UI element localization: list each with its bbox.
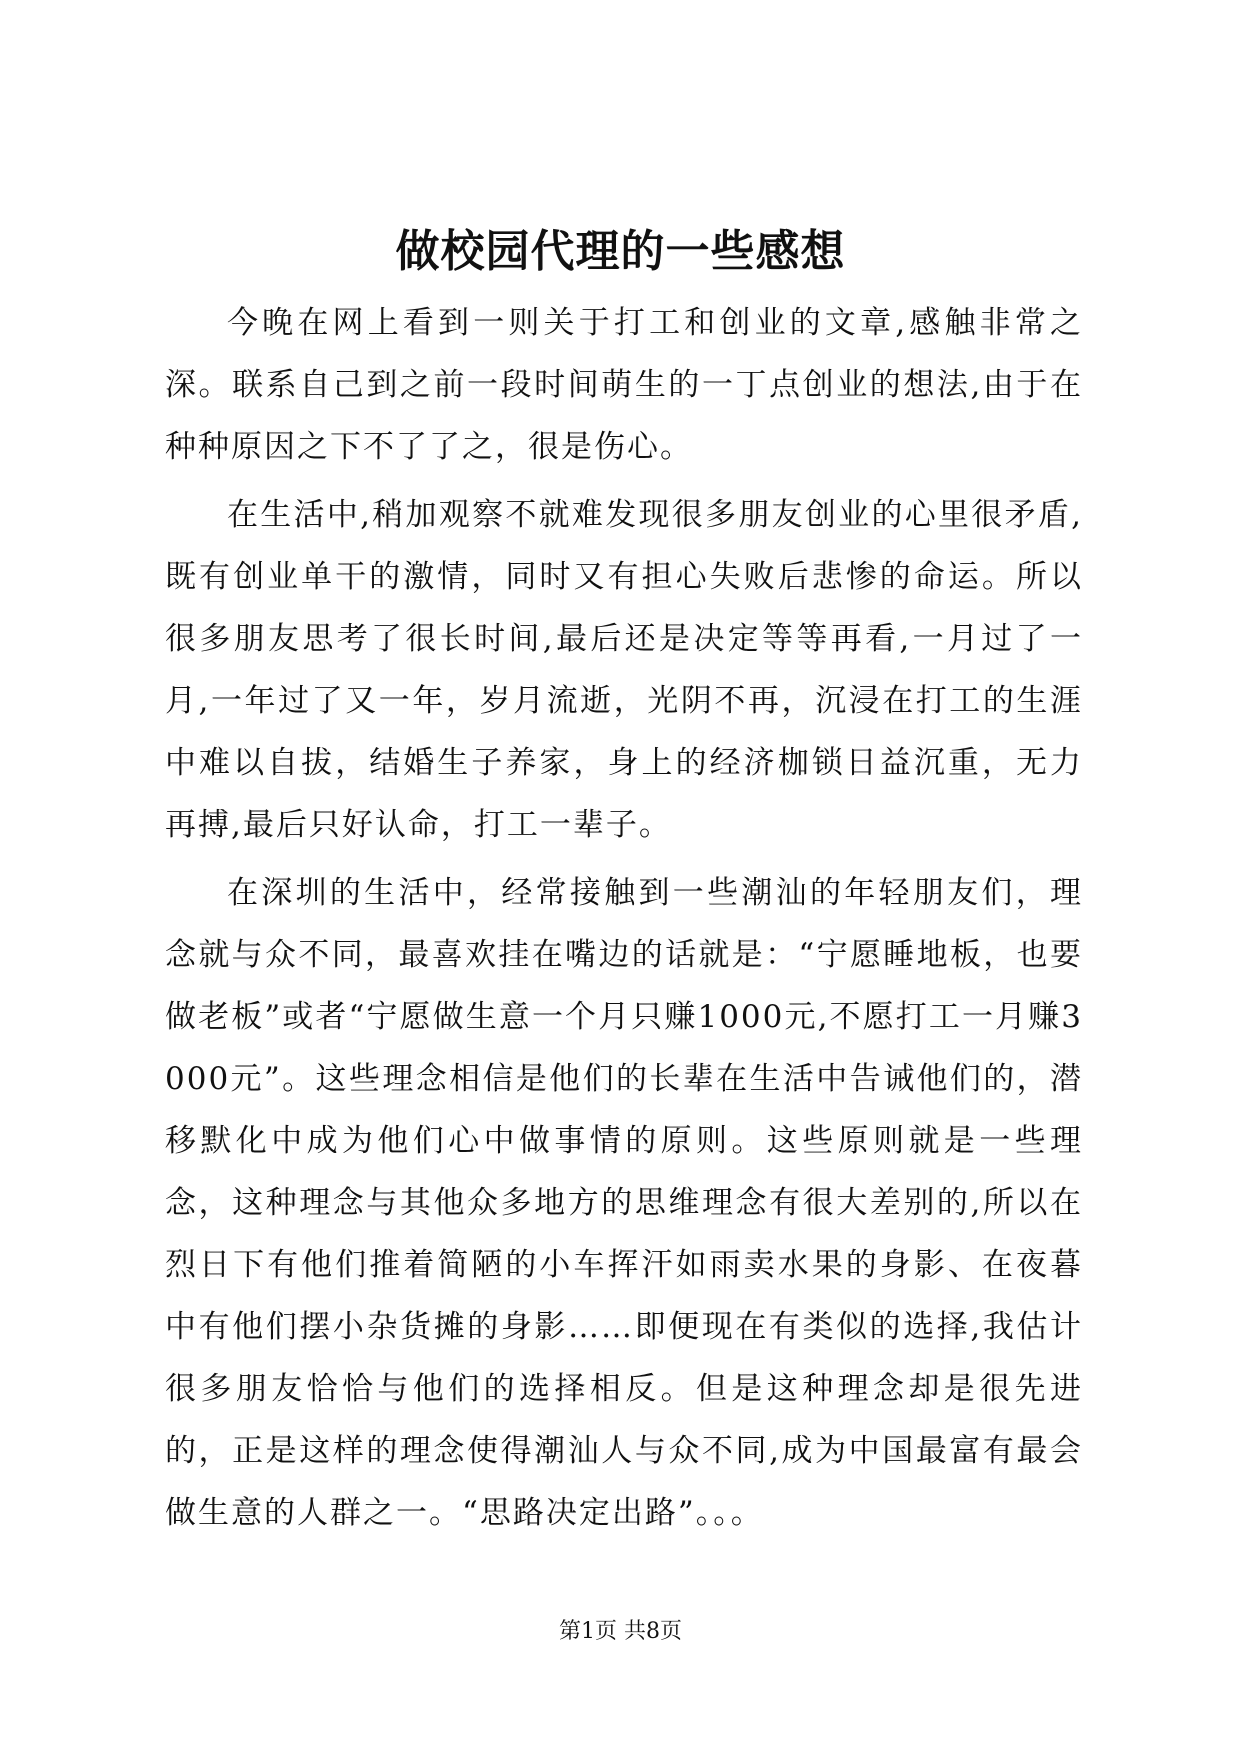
paragraph-1: 今晚在网上看到一则关于打工和创业的文章,感触非常之深。联系自己到之前一段时间萌生的一丁点创业的想法,由于在种种原因之下不了了之，很是伤心。 xyxy=(165,305,1083,465)
page-number-footer: 第1页 共8页 xyxy=(559,1619,682,1644)
document-body xyxy=(165,292,1083,1544)
document-title: 做校园代理的一些感想 xyxy=(395,226,846,277)
paragraph-3: 在深圳的生活中，经常接触到一些潮汕的年轻朋友们，理念就与众不同，最喜欢挂在嘴边的话就是：“宁愿睡地板，也要做老板”或者“宁愿做生意一个月只赚1000元,不愿打工一月赚3000元”。这些理念相信是他们的长辈在生活中告诫他们的，潜移默化中成为他们心中做事情的原则。这些原则就是一些理念，这种理念与其他众多地方的思维理念有很大差别的,所以在烈日下有他们推着简陋的小车挥汗如雨卖水果的身影、在夜暮中有他们摆小杂货摊的身影……即便现在有类似的选择,我估计很多朋友恰恰与他们的选择相反。但是这种理念却是很先进的，正是这样的理念使得潮汕人与众不同,成为中国最富有最会做生意的人群之一。“思路决定出路”。。。 xyxy=(165,875,1083,1531)
paragraph-2: 在生活中,稍加观察不就难发现很多朋友创业的心里很矛盾,既有创业单干的激情，同时又有担心失败后悲惨的命运。所以很多朋友思考了很长时间,最后还是决定等等再看,一月过了一月,一年过了又一年，岁月流逝，光阴不再，沉浸在打工的生涯中难以自拔，结婚生子养家，身上的经济枷锁日益沉重，无力再搏,最后只好认命，打工一辈子。 xyxy=(165,497,1083,843)
